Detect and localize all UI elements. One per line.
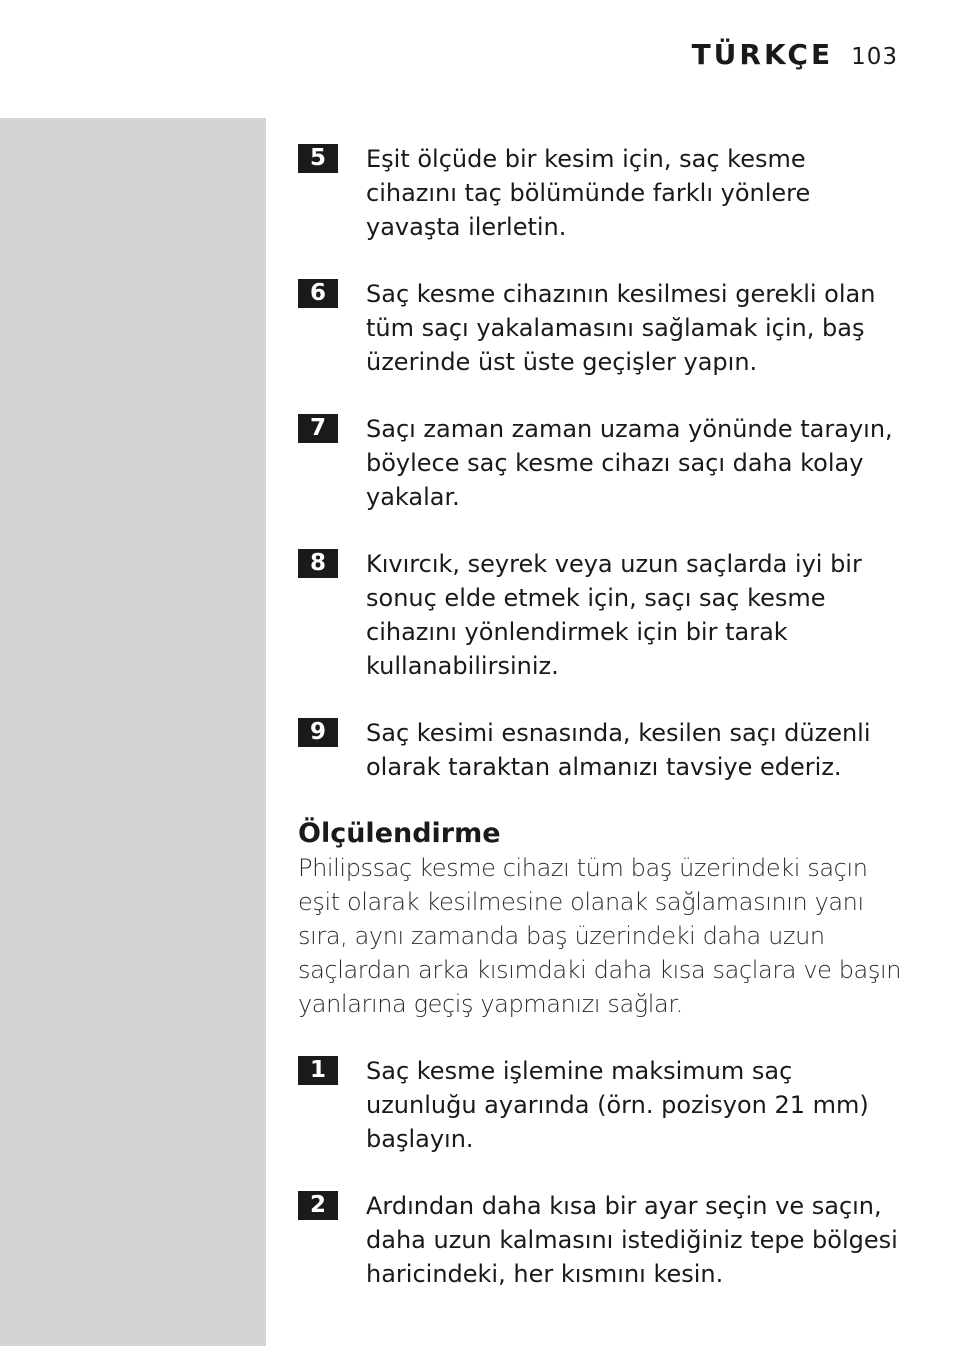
step-number-badge: 7 — [298, 414, 338, 443]
step-item — [298, 547, 904, 683]
step-item — [298, 716, 904, 784]
page-number: 103 — [851, 44, 898, 70]
step-text: Saç kesimi esnasında, kesilen saçı düzenli olarak taraktan almanızı tavsiye ederiz. — [366, 719, 871, 781]
language-label: TÜRKÇE — [691, 38, 834, 71]
step-number-badge: 2 — [298, 1191, 338, 1220]
step-number-badge: 1 — [298, 1056, 338, 1085]
step-number-badge: 6 — [298, 279, 338, 308]
step-number-badge: 8 — [298, 549, 338, 578]
step-item — [298, 412, 904, 514]
step-text: Saç kesme cihazının kesilmesi gerekli olan tüm saçı yakalamasını sağlamak için, baş üzerinde üst üste geçişler yapın. — [366, 280, 876, 376]
step-text: Eşit ölçüde bir kesim için, saç kesme cihazını taç bölümünde farklı yönlere yavaşta ilerletin. — [366, 145, 811, 241]
step-number-badge: 9 — [298, 718, 338, 747]
sidebar-panel — [0, 118, 266, 1346]
step-text: Saç kesme işlemine maksimum saç uzunluğu ayarında (örn. pozisyon 21 mm) başlayın. — [366, 1057, 869, 1153]
step-item — [298, 1054, 904, 1156]
step-text: Ardından daha kısa bir ayar seçin ve saçın, daha uzun kalmasını istediğiniz tepe bölgesi haricindeki, her kısmını kesin. — [366, 1192, 898, 1288]
step-item — [298, 277, 904, 379]
section-heading: Ölçülendirme — [298, 818, 501, 849]
step-number-badge: 5 — [298, 144, 338, 173]
step-text: Saçı zaman zaman uzama yönünde tarayın, böylece saç kesme cihazı saçı daha kolay yakalar. — [366, 415, 893, 511]
step-text: Kıvırcık, seyrek veya uzun saçlarda iyi bir sonuç elde etmek için, saçı saç kesme cihazını yönlendirmek için bir tarak kullanabilirsiniz. — [366, 550, 862, 680]
main-content — [298, 142, 904, 1324]
step-item — [298, 1189, 904, 1291]
section-paragraph: Philipssaç kesme cihazı tüm baş üzerindeki saçın eşit olarak kesilmesine olanak sağlamasının yanı sıra, aynı zamanda baş üzerindeki daha uzun saçlardan arka kısımdaki daha kısa saçlara ve başın yanlarına geçiş yapmanızı sağlar. — [298, 854, 902, 1018]
step-item — [298, 142, 904, 244]
page-header — [692, 38, 898, 71]
